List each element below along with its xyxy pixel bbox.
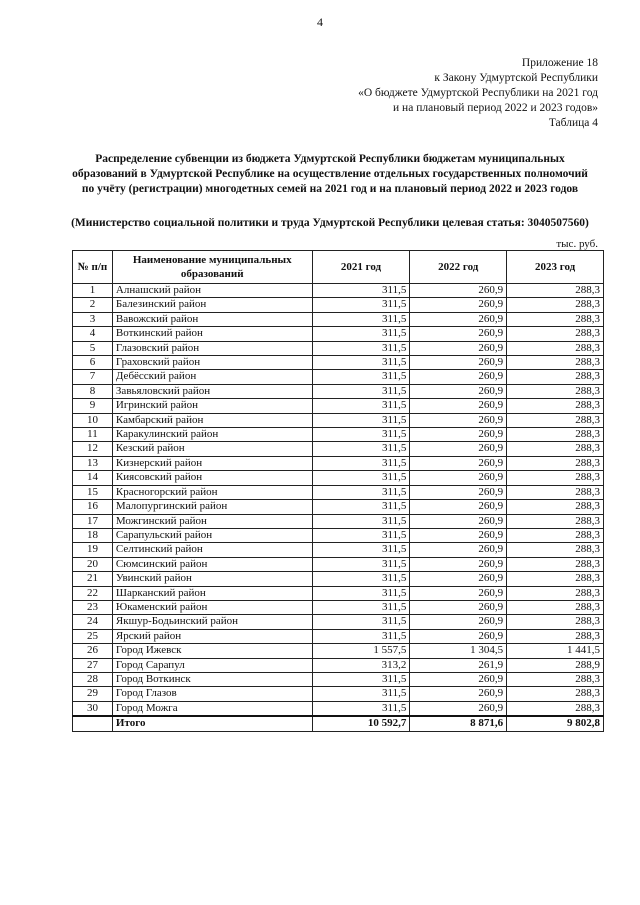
value-2022: 260,9 — [410, 586, 507, 600]
value-2021: 311,5 — [312, 687, 410, 701]
municipality-name: Глазовский район — [112, 341, 312, 355]
row-number: 22 — [73, 586, 113, 600]
value-2022: 260,9 — [410, 384, 507, 398]
value-2022: 260,9 — [410, 428, 507, 442]
table-row — [73, 327, 604, 341]
value-2022: 260,9 — [410, 629, 507, 643]
row-number: 5 — [73, 341, 113, 355]
municipality-name: Граховский район — [112, 356, 312, 370]
value-2022: 260,9 — [410, 543, 507, 557]
table-label: Таблица 4 — [548, 117, 598, 129]
row-number: 23 — [73, 600, 113, 614]
municipality-name: Красногорский район — [112, 485, 312, 499]
table-row — [73, 672, 604, 686]
table-row — [73, 413, 604, 427]
row-number: 4 — [73, 327, 113, 341]
value-2023: 288,3 — [507, 284, 604, 298]
value-2021: 311,5 — [312, 456, 410, 470]
table-row — [73, 528, 604, 542]
value-2021: 311,5 — [312, 629, 410, 643]
value-2022: 260,9 — [410, 687, 507, 701]
value-2021: 311,5 — [312, 586, 410, 600]
header-2023: 2023 год — [507, 251, 604, 284]
value-2021: 311,5 — [312, 500, 410, 514]
value-2021: 311,5 — [312, 356, 410, 370]
municipality-name: Город Ижевск — [112, 644, 312, 658]
value-2022: 260,9 — [410, 284, 507, 298]
value-2023: 288,3 — [507, 629, 604, 643]
value-2021: 311,5 — [312, 413, 410, 427]
total-2021: 10 592,7 — [312, 716, 410, 731]
value-2023: 288,3 — [507, 514, 604, 528]
value-2023: 288,3 — [507, 672, 604, 686]
municipality-name: Дебёсский район — [112, 370, 312, 384]
row-number: 29 — [73, 687, 113, 701]
table-row — [73, 543, 604, 557]
table-row — [73, 312, 604, 326]
municipality-name: Шарканский район — [112, 586, 312, 600]
table-row — [73, 500, 604, 514]
municipality-name: Ярский район — [112, 629, 312, 643]
table-row — [73, 586, 604, 600]
value-2023: 288,3 — [507, 701, 604, 716]
value-2022: 260,9 — [410, 312, 507, 326]
row-number: 16 — [73, 500, 113, 514]
value-2021: 1 557,5 — [312, 644, 410, 658]
table-row — [73, 428, 604, 442]
row-number: 28 — [73, 672, 113, 686]
value-2023: 288,3 — [507, 456, 604, 470]
value-2021: 311,5 — [312, 672, 410, 686]
value-2021: 311,5 — [312, 384, 410, 398]
row-number: 26 — [73, 644, 113, 658]
table-row — [73, 356, 604, 370]
municipality-name: Увинский район — [112, 572, 312, 586]
value-2023: 288,3 — [507, 528, 604, 542]
table-row — [73, 629, 604, 643]
table-row — [73, 384, 604, 398]
municipality-name: Игринский район — [112, 399, 312, 413]
value-2021: 311,5 — [312, 701, 410, 716]
municipality-name: Кезский район — [112, 442, 312, 456]
value-2022: 260,9 — [410, 298, 507, 312]
table-row — [73, 557, 604, 571]
municipality-name: Малопургинский район — [112, 500, 312, 514]
row-number: 6 — [73, 356, 113, 370]
value-2021: 311,5 — [312, 471, 410, 485]
municipality-name: Юкаменский район — [112, 600, 312, 614]
appendix-line: Приложение 18 — [521, 57, 598, 69]
value-2022: 260,9 — [410, 514, 507, 528]
value-2023: 288,3 — [507, 471, 604, 485]
value-2022: 260,9 — [410, 456, 507, 470]
municipality-name: Камбарский район — [112, 413, 312, 427]
row-number: 13 — [73, 456, 113, 470]
value-2023: 288,3 — [507, 327, 604, 341]
value-2021: 311,5 — [312, 528, 410, 542]
value-2023: 288,3 — [507, 543, 604, 557]
table-row — [73, 600, 604, 614]
value-2023: 288,3 — [507, 485, 604, 499]
value-2023: 288,3 — [507, 572, 604, 586]
title-line: Распределение субвенции из бюджета Удмуртской Республики бюджетам муниципальных — [95, 153, 565, 165]
municipality-name: Киясовский район — [112, 471, 312, 485]
value-2023: 288,3 — [507, 500, 604, 514]
municipality-name: Сарапульский район — [112, 528, 312, 542]
value-2022: 260,9 — [410, 485, 507, 499]
value-2022: 260,9 — [410, 672, 507, 686]
value-2023: 288,3 — [507, 442, 604, 456]
value-2023: 288,3 — [507, 586, 604, 600]
table-row — [73, 687, 604, 701]
value-2021: 311,5 — [312, 572, 410, 586]
header-2021: 2021 год — [312, 251, 410, 284]
value-2022: 260,9 — [410, 341, 507, 355]
table-row — [73, 341, 604, 355]
row-number: 18 — [73, 528, 113, 542]
appendix-header — [358, 56, 598, 131]
municipality-name: Город Воткинск — [112, 672, 312, 686]
row-number: 24 — [73, 615, 113, 629]
value-2022: 260,9 — [410, 572, 507, 586]
value-2022: 1 304,5 — [410, 644, 507, 658]
value-2021: 311,5 — [312, 327, 410, 341]
table-row — [73, 644, 604, 658]
value-2023: 288,3 — [507, 312, 604, 326]
row-number: 10 — [73, 413, 113, 427]
value-2022: 260,9 — [410, 442, 507, 456]
total-row — [73, 716, 604, 731]
value-2021: 313,2 — [312, 658, 410, 672]
row-number: 14 — [73, 471, 113, 485]
value-2023: 288,3 — [507, 428, 604, 442]
value-2021: 311,5 — [312, 615, 410, 629]
table-row — [73, 485, 604, 499]
municipality-name: Балезинский район — [112, 298, 312, 312]
table-row — [73, 701, 604, 716]
table-header-row — [73, 251, 604, 284]
table-row — [73, 298, 604, 312]
row-number: 12 — [73, 442, 113, 456]
value-2021: 311,5 — [312, 370, 410, 384]
title-line: по учёту (регистрации) многодетных семей на 2021 год и на плановый период 2022 и 2023 годов — [81, 183, 579, 195]
header-num: № п/п — [73, 251, 113, 284]
document-title — [60, 152, 600, 197]
table-row — [73, 284, 604, 298]
value-2023: 288,3 — [507, 298, 604, 312]
units-label: тыс. руб. — [556, 238, 598, 250]
table-row — [73, 399, 604, 413]
municipality-name: Воткинский район — [112, 327, 312, 341]
subvention-table — [72, 250, 604, 732]
municipality-name: Каракулинский район — [112, 428, 312, 442]
value-2022: 260,9 — [410, 413, 507, 427]
total-blank — [73, 716, 113, 731]
table-row — [73, 442, 604, 456]
municipality-name: Город Глазов — [112, 687, 312, 701]
total-2023: 9 802,8 — [507, 716, 604, 731]
value-2023: 288,3 — [507, 399, 604, 413]
value-2021: 311,5 — [312, 312, 410, 326]
value-2022: 260,9 — [410, 528, 507, 542]
value-2021: 311,5 — [312, 600, 410, 614]
municipality-name: Завьяловский район — [112, 384, 312, 398]
value-2023: 288,3 — [507, 413, 604, 427]
header-2022: 2022 год — [410, 251, 507, 284]
value-2021: 311,5 — [312, 442, 410, 456]
row-number: 15 — [73, 485, 113, 499]
row-number: 30 — [73, 701, 113, 716]
municipality-name: Город Сарапул — [112, 658, 312, 672]
total-2022: 8 871,6 — [410, 716, 507, 731]
row-number: 9 — [73, 399, 113, 413]
row-number: 7 — [73, 370, 113, 384]
value-2023: 288,3 — [507, 557, 604, 571]
table-row — [73, 514, 604, 528]
value-2022: 260,9 — [410, 399, 507, 413]
title-line: образований в Удмуртской Республике на осуществление отдельных государственных полномочий — [72, 168, 588, 180]
table-row — [73, 572, 604, 586]
row-number: 25 — [73, 629, 113, 643]
municipality-name: Кизнерский район — [112, 456, 312, 470]
page-number: 4 — [317, 15, 323, 29]
value-2022: 261,9 — [410, 658, 507, 672]
value-2022: 260,9 — [410, 471, 507, 485]
value-2022: 260,9 — [410, 557, 507, 571]
appendix-line: «О бюджете Удмуртской Республики на 2021 год — [358, 87, 598, 99]
table-row — [73, 370, 604, 384]
value-2022: 260,9 — [410, 356, 507, 370]
row-number: 17 — [73, 514, 113, 528]
value-2021: 311,5 — [312, 557, 410, 571]
value-2022: 260,9 — [410, 327, 507, 341]
row-number: 8 — [73, 384, 113, 398]
value-2021: 311,5 — [312, 284, 410, 298]
value-2021: 311,5 — [312, 341, 410, 355]
row-number: 11 — [73, 428, 113, 442]
value-2023: 1 441,5 — [507, 644, 604, 658]
ministry-note: (Министерство социальной политики и труда Удмуртской Республики целевая статья: 3040507560) — [71, 217, 589, 229]
value-2022: 260,9 — [410, 701, 507, 716]
value-2023: 288,9 — [507, 658, 604, 672]
value-2023: 288,3 — [507, 600, 604, 614]
value-2023: 288,3 — [507, 341, 604, 355]
row-number: 21 — [73, 572, 113, 586]
header-name: Наименование муниципальных образований — [112, 251, 312, 284]
value-2021: 311,5 — [312, 543, 410, 557]
row-number: 20 — [73, 557, 113, 571]
municipality-name: Город Можга — [112, 701, 312, 716]
value-2022: 260,9 — [410, 600, 507, 614]
value-2022: 260,9 — [410, 615, 507, 629]
value-2022: 260,9 — [410, 370, 507, 384]
value-2023: 288,3 — [507, 370, 604, 384]
appendix-line: к Закону Удмуртской Республики — [434, 72, 598, 84]
value-2023: 288,3 — [507, 687, 604, 701]
table-row — [73, 615, 604, 629]
municipality-name: Якшур-Бодьинский район — [112, 615, 312, 629]
municipality-name: Можгинский район — [112, 514, 312, 528]
value-2023: 288,3 — [507, 356, 604, 370]
total-label: Итого — [112, 716, 312, 731]
table-row — [73, 456, 604, 470]
table-row — [73, 471, 604, 485]
value-2021: 311,5 — [312, 514, 410, 528]
table-body — [73, 284, 604, 732]
appendix-line: и на плановый период 2022 и 2023 годов» — [393, 102, 598, 114]
row-number: 19 — [73, 543, 113, 557]
municipality-name: Сюмсинский район — [112, 557, 312, 571]
value-2021: 311,5 — [312, 485, 410, 499]
value-2021: 311,5 — [312, 399, 410, 413]
row-number: 2 — [73, 298, 113, 312]
value-2023: 288,3 — [507, 384, 604, 398]
row-number: 27 — [73, 658, 113, 672]
row-number: 3 — [73, 312, 113, 326]
municipality-name: Селтинский район — [112, 543, 312, 557]
value-2022: 260,9 — [410, 500, 507, 514]
table-row — [73, 658, 604, 672]
municipality-name: Алнашский район — [112, 284, 312, 298]
municipality-name: Вавожский район — [112, 312, 312, 326]
value-2023: 288,3 — [507, 615, 604, 629]
value-2021: 311,5 — [312, 298, 410, 312]
value-2021: 311,5 — [312, 428, 410, 442]
row-number: 1 — [73, 284, 113, 298]
